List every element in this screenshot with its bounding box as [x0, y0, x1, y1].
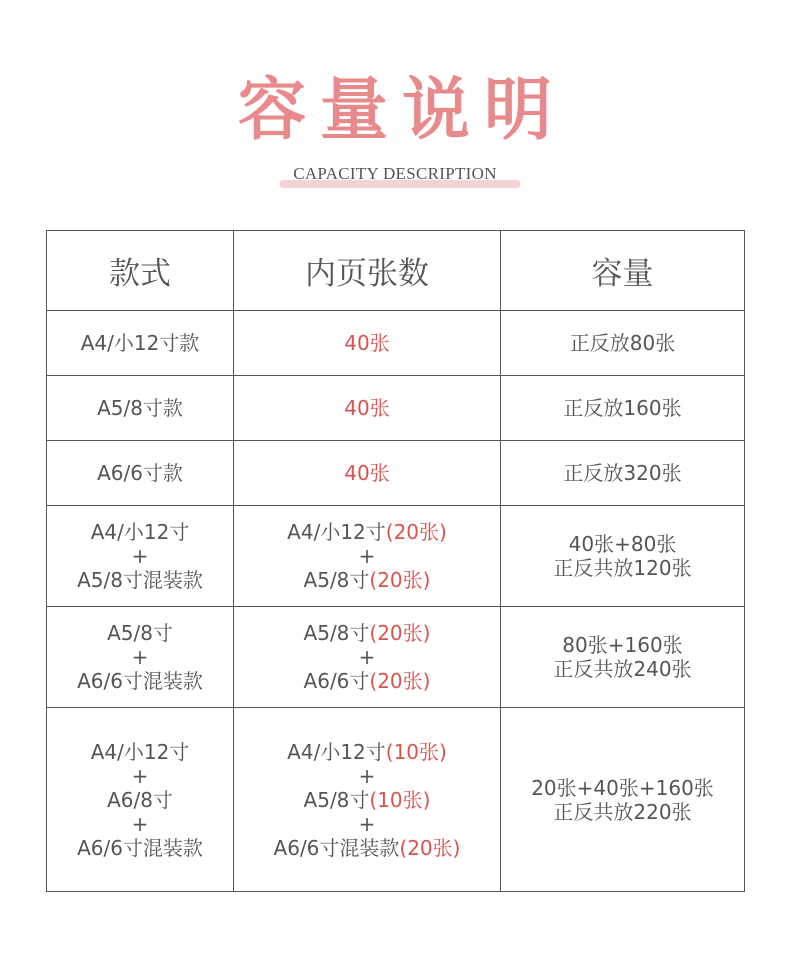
- pages-text: A4/小12寸: [287, 739, 386, 764]
- pages-text: +: [358, 645, 376, 669]
- pages-text: A4/小12寸: [287, 520, 386, 544]
- style-line: +: [131, 811, 149, 836]
- pages-cell: [234, 311, 501, 376]
- pages-cell: [234, 607, 501, 708]
- capacity-cell: [501, 506, 745, 607]
- pages-count: (10张): [385, 739, 447, 764]
- capacity-line: 40张+80张: [568, 532, 677, 556]
- capacity-line: 正反共放240张: [553, 657, 692, 681]
- capacity-line: 正反放80张: [569, 331, 676, 355]
- style-line: A5/8寸: [107, 621, 173, 645]
- style-line: A6/6寸款: [97, 461, 183, 485]
- style-line: A4/小12寸款: [80, 331, 200, 355]
- pages-count: (20张): [369, 568, 431, 592]
- pages-count: (20张): [385, 520, 447, 544]
- capacity-cell: [501, 607, 745, 708]
- style-line: A5/8寸款: [97, 396, 183, 420]
- style-line: +: [131, 645, 149, 669]
- style-line: +: [131, 544, 149, 568]
- style-line: A6/6寸混装款: [77, 835, 203, 860]
- style-line: A6/6寸混装款: [77, 669, 203, 693]
- title-block: [0, 62, 790, 190]
- pages-count: (20张): [369, 669, 431, 693]
- pages-count: 40张: [344, 461, 390, 485]
- capacity-line: 正反放160张: [563, 396, 682, 420]
- capacity-line: 正反放320张: [563, 461, 682, 485]
- pages-count: (10张): [369, 787, 431, 812]
- style-cell: [47, 607, 234, 708]
- pages-count: 40张: [344, 396, 390, 420]
- pages-text: +: [358, 811, 376, 836]
- style-line: A6/8寸: [107, 787, 173, 812]
- pages-count: (20张): [369, 621, 431, 645]
- pages-text: A5/8寸: [303, 621, 370, 645]
- page-subtitle: CAPACITY DESCRIPTION: [293, 164, 497, 183]
- pages-text: A5/8寸: [303, 568, 370, 592]
- table-row: [47, 441, 745, 506]
- capacity-cell: [501, 441, 745, 506]
- table-row: [47, 607, 745, 708]
- capacity-line: 正反共放120张: [553, 556, 692, 580]
- header-capacity: 容量: [501, 231, 745, 311]
- table-row: [47, 708, 745, 892]
- capacity-cell: [501, 376, 745, 441]
- pages-count: (20张): [399, 835, 461, 860]
- style-cell: [47, 311, 234, 376]
- capacity-line: 20张+40张+160张: [531, 775, 714, 800]
- style-cell: [47, 376, 234, 441]
- header-style: 款式: [47, 231, 234, 311]
- pages-cell: [234, 441, 501, 506]
- subtitle-wrap: [270, 162, 520, 190]
- pages-cell: [234, 376, 501, 441]
- pages-count: 40张: [344, 331, 390, 355]
- table-header-row: [47, 231, 745, 311]
- capacity-cell: [501, 708, 745, 892]
- capacity-line: 正反共放220张: [553, 799, 692, 824]
- pages-text: A6/6寸: [303, 669, 370, 693]
- table-row: [47, 506, 745, 607]
- style-line: +: [131, 763, 149, 788]
- pages-cell: [234, 708, 501, 892]
- page-title: 容量说明: [237, 70, 566, 150]
- style-line: A4/小12寸: [90, 520, 190, 544]
- style-line: A4/小12寸: [90, 739, 190, 764]
- style-cell: [47, 506, 234, 607]
- style-line: A5/8寸混装款: [77, 568, 203, 592]
- capacity-cell: [501, 311, 745, 376]
- table-row: [47, 376, 745, 441]
- style-cell: [47, 708, 234, 892]
- pages-cell: [234, 506, 501, 607]
- capacity-line: 80张+160张: [562, 633, 683, 657]
- capacity-table: [46, 230, 745, 892]
- pages-text: +: [358, 763, 376, 788]
- pages-text: A6/6寸混装款: [273, 835, 400, 860]
- pages-text: A5/8寸: [303, 787, 370, 812]
- table-row: [47, 311, 745, 376]
- header-pages: 内页张数: [234, 231, 501, 311]
- style-cell: [47, 441, 234, 506]
- pages-text: +: [358, 544, 376, 568]
